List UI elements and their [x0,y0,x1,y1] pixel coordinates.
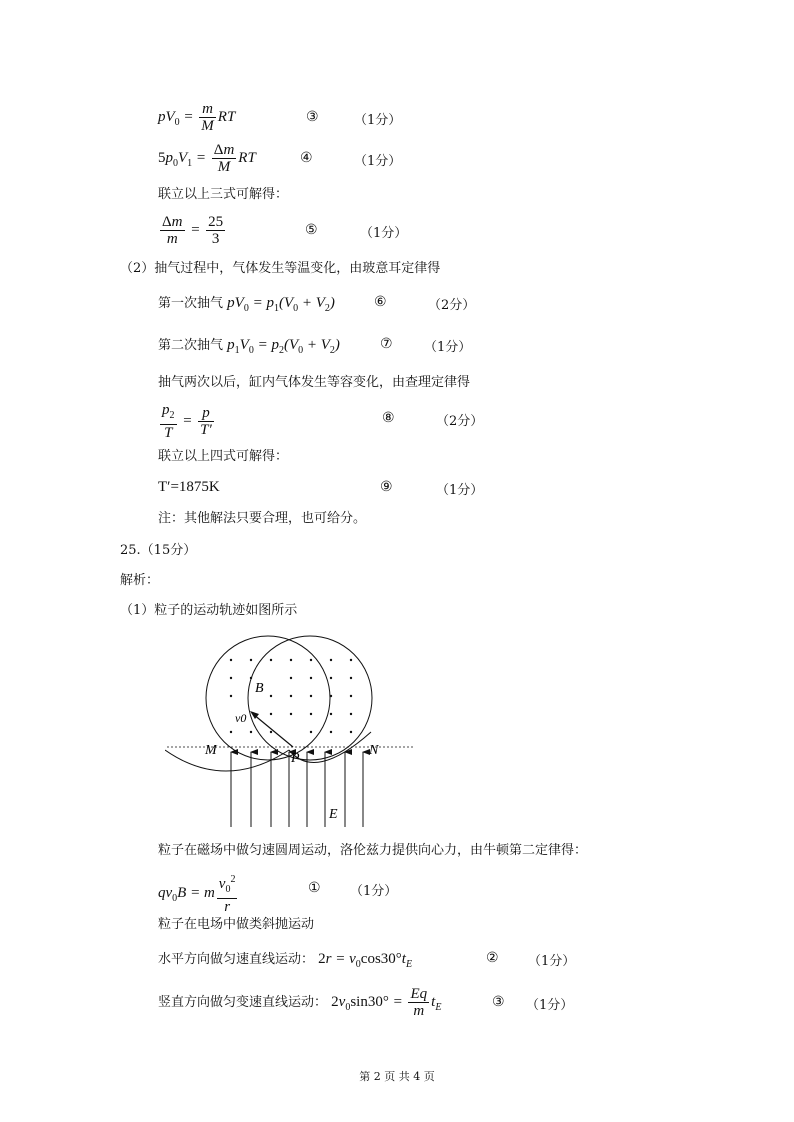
equation-number-6: ⑥ [374,294,387,310]
question-25-title: 25.（15分） [120,543,197,558]
ratio-denominator: 3 [211,231,220,247]
equation-label: 竖直方向做匀变速直线运动： [158,994,328,1010]
score-label: （1分） [354,113,402,128]
page-footer: 第 2 页 共 4 页 [359,1070,435,1083]
ratio-numerator: 25 [208,214,224,230]
equation-horizontal-motion: 水平方向做匀速直线运动： $2r = v_0\cos 30^\circ t_E$ [158,951,413,970]
analysis-heading: 解析： [120,573,160,588]
label-v0: v0 [235,711,247,725]
label-M: M [205,743,217,758]
part2-intro: （2）抽气过程中，气体发生等温变化，由玻意耳定律得 [120,261,441,276]
equation-first-pump: 第一次抽气 $pV_0 = p_1(V_0 + V_2)$ [158,295,335,314]
score-label: （1分） [350,884,398,899]
equation-ideal-gas-2: $5p_0V_1$ = $\frac{\Delta m}{M}$ RT [158,142,256,175]
equation-label: 水平方向做匀速直线运动： [158,952,315,967]
score-label: （1分） [528,954,576,969]
score-label: （2分） [428,298,476,313]
score-label: （1分） [436,483,484,498]
equation-charles-law: $\frac{p_2}{T}$ = $\frac{p}{T'}$ [162,402,212,441]
equation-number-2: ② [486,950,499,966]
score-label: （1分） [526,998,574,1013]
label-P: P [291,751,300,766]
equation-ideal-gas-1: $pV_0$ = $\frac{m}{M}$ RT [158,101,236,134]
score-label: （1分） [354,154,402,169]
text-combine-three: 联立以上三式可解得： [158,187,289,202]
score-label: （2分） [436,414,484,429]
equation-label: 第一次抽气 [158,296,224,311]
text-combine-four: 联立以上四式可解得： [158,449,289,464]
trajectory-circle-left [206,636,330,760]
trajectory-arc-lower [165,750,289,771]
equation-number-9: ⑨ [380,479,393,495]
text-isochoric: 抽气两次以后，缸内气体发生等容变化，由查理定律得 [158,375,471,390]
equation-number-3: ③ [306,109,319,125]
label-B: B [255,681,264,696]
label-N: N [369,743,379,758]
label-E: E [329,807,338,822]
text-electric: 粒子在电场中做类斜抛运动 [158,917,315,932]
text-magnetic: 粒子在磁场中做匀速圆周运动，洛伦兹力提供向心力，由牛顿第二定律得： [158,843,588,858]
note: 注：其他解法只要合理，也可给分。 [158,511,367,526]
velocity-vector [253,714,293,747]
equation-number-8: ⑧ [382,410,395,426]
score-label: （1分） [424,340,472,355]
equation-number-4: ④ [300,150,313,166]
equation-number-5: ⑤ [305,222,318,238]
equation-number-7: ⑦ [380,336,393,352]
part1-intro: （1）粒子的运动轨迹如图所示 [120,603,298,618]
equation-number-3b: ③ [492,994,505,1010]
equation-number-1: ① [308,880,321,896]
equation-vertical-motion: 竖直方向做匀变速直线运动： $2v_0\sin 30^\circ$ = $\frac{Eq}{m}$ $t_E$ [158,986,442,1019]
score-label: （1分） [360,226,408,241]
equation-lorentz-force: $qv_0B = m$ $\frac{v_0^2}{r}$ [158,874,236,915]
trajectory-figure [165,622,425,832]
trajectory-circle-right [248,636,372,760]
equation-second-pump: 第二次抽气 $p_1V_0 = p_2(V_0 + V_2)$ [158,337,340,356]
equation-label: 第二次抽气 [158,338,224,353]
equation-result-temperature: T′=1875K [158,479,220,495]
equation-mass-ratio: $\frac{\Delta m}{m}$ = $\frac{25}{3}$ [162,214,224,247]
